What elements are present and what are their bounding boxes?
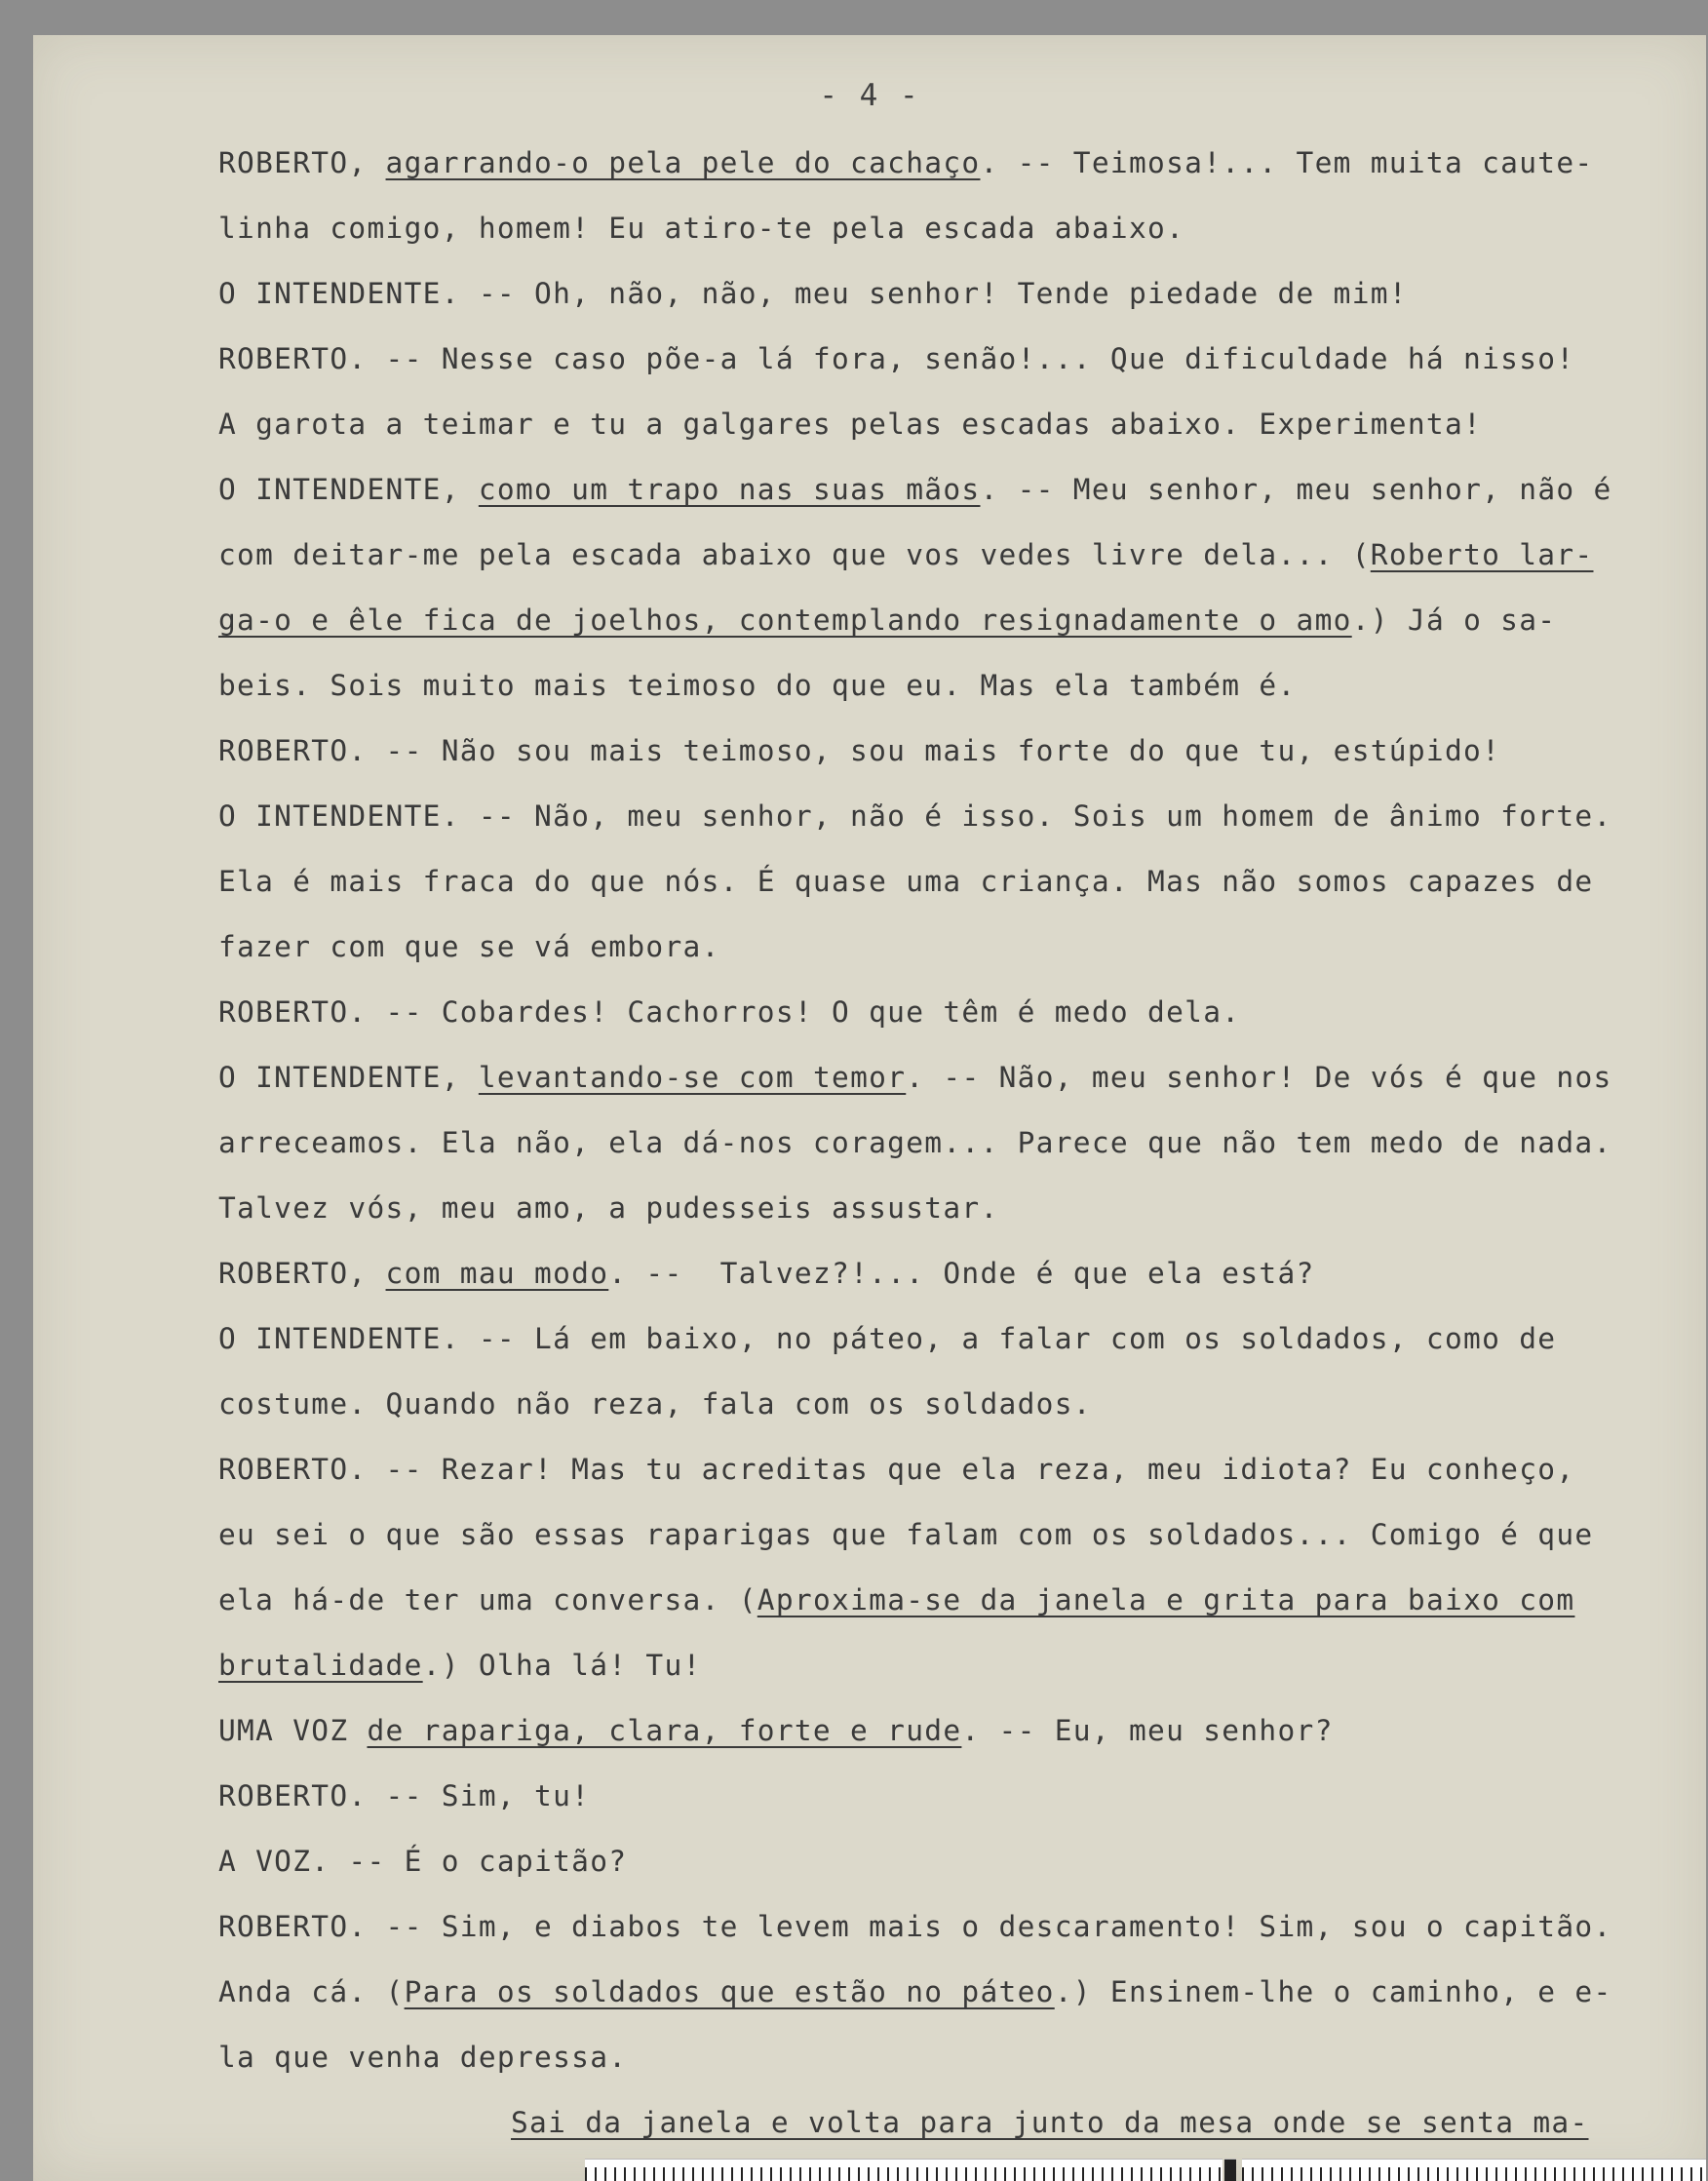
dialogue-text: la que venha depressa. [218,2041,628,2074]
stage-direction: Roberto lar- [1370,538,1594,571]
dialogue-text: Talvez vós, meu amo, a pudesseis assustar. [218,1191,999,1225]
stage-direction: brutalidade [218,1649,423,1682]
text-line [218,1437,1681,1502]
text-line [218,1894,1681,1960]
text-line [218,1764,1681,1829]
text-line [218,719,1681,784]
dialogue-text: ROBERTO. -- Rezar! Mas tu acreditas que ela reza, meu idiota? Eu conheço, [218,1453,1575,1486]
script-text-body [218,131,1681,2156]
text-line [218,588,1681,653]
stage-direction: Para os soldados que estão no páteo [404,1975,1055,2008]
dialogue-text: O INTENDENTE. -- Não, meu senhor, não é isso. Sois um homem de ânimo forte. [218,799,1612,833]
dialogue-text: O INTENDENTE. -- Lá em baixo, no páteo, a falar com os soldados, como de [218,1322,1557,1355]
text-line [218,1698,1681,1764]
dialogue-text: .) Ensinem-lhe o caminho, e e- [1054,1975,1612,2008]
dialogue-text: UMA VOZ [218,1714,368,1747]
dialogue-text: .) Já o sa- [1351,604,1557,637]
text-line [218,2025,1681,2090]
dialogue-text: costume. Quando não reza, fala com os soldados. [218,1387,1092,1421]
text-line [218,1372,1681,1437]
text-line [218,1633,1681,1698]
text-line [218,1568,1681,1633]
dialogue-text: ROBERTO. -- Não sou mais teimoso, sou mais forte do que tu, estúpido! [218,734,1501,767]
dialogue-text: ROBERTO, [218,1257,386,1290]
text-line [218,261,1681,327]
text-line [218,392,1681,457]
dialogue-text: . -- Eu, meu senhor? [961,1714,1334,1747]
stage-direction: como um trapo nas suas mãos [478,473,981,506]
text-line [218,1241,1681,1306]
text-line [218,653,1681,719]
text-line [218,1045,1681,1110]
dialogue-text: eu sei o que são essas raparigas que falam com os soldados... Comigo é que [218,1518,1594,1551]
stage-direction: Aproxima-se da janela e grita para baixo com [757,1583,1575,1616]
dialogue-text: ROBERTO. -- Sim, tu! [218,1779,591,1812]
document-page [33,35,1706,2181]
dialogue-text: O INTENDENTE, [218,473,479,506]
text-line [218,523,1681,588]
text-line [218,1829,1681,1894]
stage-direction: com mau modo [385,1257,609,1290]
text-line [218,849,1681,915]
dialogue-text: linha comigo, homem! Eu atiro-te pela escada abaixo. [218,212,1185,245]
dialogue-text: A VOZ. -- É o capitão? [218,1845,628,1878]
dialogue-text: fazer com que se vá embora. [218,930,720,963]
stage-direction: agarrando-o pela pele do cachaço [385,146,981,179]
text-line [218,1176,1681,1241]
dialogue-text: Ela é mais fraca do que nós. É quase uma criança. Mas não somos capazes de [218,865,1594,898]
text-line [218,2090,1681,2156]
dialogue-text: ela há-de ter uma conversa. ( [218,1583,757,1616]
dialogue-text: .) Olha lá! Tu! [422,1649,702,1682]
text-line [218,1110,1681,1176]
scale-ruler-marker [1224,2159,1236,2181]
dialogue-text: A garota a teimar e tu a galgares pelas escadas abaixo. Experimenta! [218,408,1483,441]
stage-direction: Sai da janela e volta para junto da mesa onde se senta ma- [511,2106,1589,2139]
text-line [218,980,1681,1045]
dialogue-text: . -- Talvez?!... Onde é que ela está? [608,1257,1315,1290]
text-line [218,1502,1681,1568]
page-number: - 4 - [819,78,920,113]
dialogue-text: beis. Sois muito mais teimoso do que eu. Mas ela também é. [218,669,1297,702]
dialogue-text: ROBERTO. -- Cobardes! Cachorros! O que têm é medo dela. [218,995,1241,1029]
dialogue-text: O INTENDENTE. -- Oh, não, não, meu senhor! Tende piedade de mim! [218,277,1408,310]
text-line [218,1306,1681,1372]
text-line [218,131,1681,196]
dialogue-text: ROBERTO. -- Nesse caso põe-a lá fora, senão!... Que dificuldade há nisso! [218,342,1575,375]
text-line [218,327,1681,392]
text-line [218,1960,1681,2025]
dialogue-text: com deitar-me pela escada abaixo que vos vedes livre dela... ( [218,538,1371,571]
stage-direction: ga-o e êle fica de joelhos, contemplando resignadamente o amo [218,604,1352,637]
scale-ruler-right [1242,2159,1706,2181]
dialogue-text: . -- Meu senhor, meu senhor, não é [980,473,1612,506]
stage-direction: de rapariga, clara, forte e rude [367,1714,962,1747]
dialogue-text: ROBERTO, [218,146,386,179]
stage-direction: levantando-se com temor [478,1061,907,1094]
dialogue-text: arreceamos. Ela não, ela dá-nos coragem... Parece que não tem medo de nada. [218,1126,1612,1159]
dialogue-text: . -- Teimosa!... Tem muita caute- [980,146,1594,179]
text-line [218,784,1681,849]
text-line [218,915,1681,980]
dialogue-text: . -- Não, meu senhor! De vós é que nos [906,1061,1612,1094]
text-line [218,457,1681,523]
dialogue-text: O INTENDENTE, [218,1061,479,1094]
text-line [218,196,1681,261]
scale-ruler [585,2159,1223,2181]
dialogue-text: ROBERTO. -- Sim, e diabos te levem mais o descaramento! Sim, sou o capitão. [218,1910,1612,1943]
dialogue-text: Anda cá. ( [218,1975,405,2008]
